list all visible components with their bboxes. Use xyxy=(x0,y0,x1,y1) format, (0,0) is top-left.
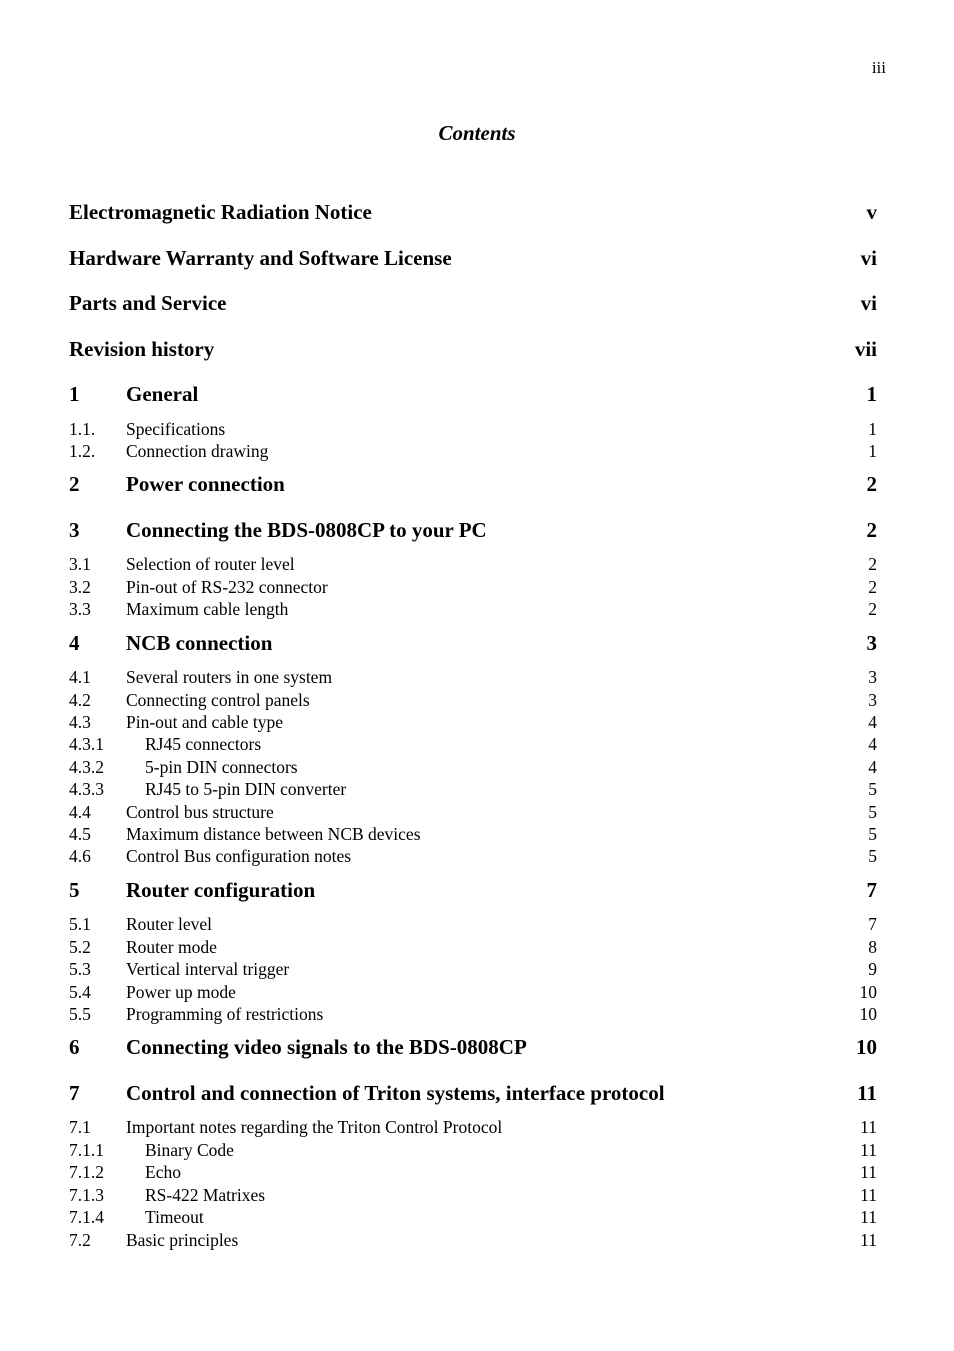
toc-chapter-number: 4 xyxy=(69,631,80,655)
toc-section[interactable] xyxy=(69,1230,877,1251)
toc-chapter-title: Power connection xyxy=(126,472,285,496)
toc-chapter-page: 1 xyxy=(866,382,877,406)
toc-subsection[interactable] xyxy=(69,779,877,800)
toc-chapter[interactable] xyxy=(69,518,877,543)
toc-section-title: RJ45 connectors xyxy=(145,734,262,754)
toc-section-title: Selection of router level xyxy=(126,554,295,574)
toc-section-number: 4.5 xyxy=(69,824,91,844)
toc-chapter-title: Router configuration xyxy=(126,878,316,902)
toc-section-number: 3.2 xyxy=(69,577,91,597)
toc-section-page: 5 xyxy=(868,779,877,799)
toc-entry-page: vii xyxy=(854,337,877,361)
toc-section-title: Several routers in one system xyxy=(126,667,333,687)
toc-chapter-title: Control and connection of Triton systems, interface protocol xyxy=(126,1081,665,1105)
toc-section-page: 5 xyxy=(868,846,877,866)
toc-subsection[interactable] xyxy=(69,734,877,755)
toc-section[interactable] xyxy=(69,846,877,867)
toc-section-page: 3 xyxy=(868,667,877,687)
toc-section-page: 11 xyxy=(860,1207,877,1227)
toc-entry-title: Electromagnetic Radiation Notice xyxy=(69,200,372,224)
toc-section-number: 7.1.1 xyxy=(69,1140,104,1160)
toc-section[interactable] xyxy=(69,599,877,620)
toc-section-title: Binary Code xyxy=(145,1140,234,1160)
toc-section-page: 3 xyxy=(868,690,877,710)
toc-section[interactable] xyxy=(69,712,877,733)
toc-entry-page: vi xyxy=(860,246,877,270)
toc-section-title: Maximum cable length xyxy=(126,599,289,619)
toc-chapter-title: Connecting video signals to the BDS-0808CP xyxy=(126,1035,527,1059)
toc-section-page: 10 xyxy=(859,1004,877,1024)
toc-chapter-page: 10 xyxy=(856,1035,877,1059)
toc-section-number: 5.2 xyxy=(69,937,91,957)
toc-section-title: Specifications xyxy=(126,419,226,439)
toc-entry-page: v xyxy=(866,200,877,224)
toc-section-page: 4 xyxy=(868,734,877,754)
toc-section[interactable] xyxy=(69,959,877,980)
toc-chapter[interactable] xyxy=(69,1081,877,1106)
toc-section[interactable] xyxy=(69,914,877,935)
toc-section-page: 4 xyxy=(868,712,877,732)
toc-section-number: 7.1.2 xyxy=(69,1162,104,1182)
toc-section-page: 11 xyxy=(860,1140,877,1160)
toc-section-title: Vertical interval trigger xyxy=(126,959,290,979)
toc-section-number: 4.1 xyxy=(69,667,91,687)
toc-section-page: 10 xyxy=(859,982,877,1002)
toc-section-title: Power up mode xyxy=(126,982,236,1002)
toc-subsection[interactable] xyxy=(69,1162,877,1183)
toc-chapter-number: 7 xyxy=(69,1081,80,1105)
toc-section[interactable] xyxy=(69,554,877,575)
toc-section-number: 5.3 xyxy=(69,959,91,979)
toc-section-page: 8 xyxy=(868,937,877,957)
toc-section-page: 11 xyxy=(860,1185,877,1205)
toc-section-number: 4.4 xyxy=(69,802,91,822)
toc-section-title: RJ45 to 5-pin DIN converter xyxy=(145,779,347,799)
toc-section-number: 5.5 xyxy=(69,1004,91,1024)
toc-section-page: 7 xyxy=(868,914,877,934)
toc-section-number: 7.1.3 xyxy=(69,1185,104,1205)
toc-section-page: 5 xyxy=(868,802,877,822)
toc-subsection[interactable] xyxy=(69,1140,877,1161)
toc-entry-front[interactable] xyxy=(69,337,877,362)
toc-entry-front[interactable] xyxy=(69,200,877,225)
toc-section-page: 2 xyxy=(868,577,877,597)
toc-section-number: 4.6 xyxy=(69,846,91,866)
toc-section-title: Pin-out of RS-232 connector xyxy=(126,577,328,597)
toc-chapter[interactable] xyxy=(69,472,877,497)
toc-section-number: 4.3.1 xyxy=(69,734,104,754)
toc-chapter-page: 2 xyxy=(866,472,877,496)
toc-entry-title: Revision history xyxy=(69,337,215,361)
toc-subsection[interactable] xyxy=(69,757,877,778)
toc-section-number: 4.3.3 xyxy=(69,779,104,799)
toc-section-title: Important notes regarding the Triton Control Protocol xyxy=(126,1117,503,1137)
toc-section-title: Connecting control panels xyxy=(126,690,310,710)
toc-section[interactable] xyxy=(69,1117,877,1138)
toc-section[interactable] xyxy=(69,690,877,711)
toc-section-page: 1 xyxy=(868,441,877,461)
toc-section-title: Router level xyxy=(126,914,213,934)
toc-chapter-page: 2 xyxy=(866,518,877,542)
toc-section-number: 4.2 xyxy=(69,690,91,710)
toc-section[interactable] xyxy=(69,802,877,823)
toc-entry-title: Hardware Warranty and Software License xyxy=(69,246,452,270)
toc-section-title: Pin-out and cable type xyxy=(126,712,283,732)
toc-entry-front[interactable] xyxy=(69,246,877,271)
toc-section-title: Basic principles xyxy=(126,1230,239,1250)
toc-section-page: 11 xyxy=(860,1230,877,1250)
contents-heading: Contents xyxy=(438,121,516,145)
toc-section[interactable] xyxy=(69,1004,877,1025)
toc-section[interactable] xyxy=(69,982,877,1003)
toc-entry-page: vi xyxy=(860,291,877,315)
toc-chapter-page: 11 xyxy=(857,1081,877,1105)
toc-section-number: 4.3.2 xyxy=(69,757,104,777)
toc-section-title: Control bus structure xyxy=(126,802,274,822)
toc-chapter-number: 5 xyxy=(69,878,80,902)
toc-section-page: 2 xyxy=(868,554,877,574)
toc-chapter-number: 6 xyxy=(69,1035,80,1059)
toc-section-page: 1 xyxy=(868,419,877,439)
toc-chapter-page: 7 xyxy=(866,878,877,902)
toc-section-number: 4.3 xyxy=(69,712,91,732)
toc-section-title: Router mode xyxy=(126,937,217,957)
toc-section-page: 5 xyxy=(868,824,877,844)
page-number: iii xyxy=(871,58,886,77)
toc-section-title: Programming of restrictions xyxy=(126,1004,324,1024)
toc-section[interactable] xyxy=(69,577,877,598)
toc-entry-front[interactable] xyxy=(69,291,877,316)
toc-section[interactable] xyxy=(69,419,877,440)
toc-section-number: 5.4 xyxy=(69,982,91,1002)
toc-chapter-title: NCB connection xyxy=(126,631,273,655)
toc-chapter[interactable] xyxy=(69,1035,877,1060)
toc-section[interactable] xyxy=(69,824,877,845)
toc-chapter-number: 1 xyxy=(69,382,80,406)
toc-section[interactable] xyxy=(69,937,877,958)
toc-chapter-page: 3 xyxy=(866,631,877,655)
toc-section-title: Echo xyxy=(145,1162,181,1182)
toc-section-title: Control Bus configuration notes xyxy=(126,846,352,866)
toc-chapter-number: 3 xyxy=(69,518,80,542)
toc-section-page: 9 xyxy=(868,959,877,979)
toc-entry-title: Parts and Service xyxy=(69,291,227,315)
toc-section-number: 7.2 xyxy=(69,1230,91,1250)
toc-section-page: 4 xyxy=(868,757,877,777)
toc-subsection[interactable] xyxy=(69,1185,877,1206)
toc-section-number: 5.1 xyxy=(69,914,91,934)
toc-section-title: Connection drawing xyxy=(126,441,269,461)
toc-section-page: 11 xyxy=(860,1117,877,1137)
toc-section-number: 7.1.4 xyxy=(69,1207,104,1227)
toc-section-page: 11 xyxy=(860,1162,877,1182)
toc-section-title: RS-422 Matrixes xyxy=(145,1185,266,1205)
toc-section-title: 5-pin DIN connectors xyxy=(145,757,298,777)
toc-chapter-title: Connecting the BDS-0808CP to your PC xyxy=(126,518,487,542)
toc-section-title: Maximum distance between NCB devices xyxy=(126,824,421,844)
toc-section-number: 3.3 xyxy=(69,599,91,619)
toc-section[interactable] xyxy=(69,441,877,462)
toc-section[interactable] xyxy=(69,667,877,688)
toc-section-number: 1.2. xyxy=(69,441,96,461)
toc-section-number: 1.1. xyxy=(69,419,96,439)
toc-section-page: 2 xyxy=(868,599,877,619)
toc-chapter[interactable] xyxy=(69,878,877,903)
toc-section-title: Timeout xyxy=(145,1207,204,1227)
toc-chapter[interactable] xyxy=(69,382,877,407)
toc-subsection[interactable] xyxy=(69,1207,877,1228)
toc-chapter[interactable] xyxy=(69,631,877,656)
toc-section-number: 7.1 xyxy=(69,1117,91,1137)
toc-chapter-number: 2 xyxy=(69,472,80,496)
toc-section-number: 3.1 xyxy=(69,554,91,574)
toc-chapter-title: General xyxy=(126,382,199,406)
